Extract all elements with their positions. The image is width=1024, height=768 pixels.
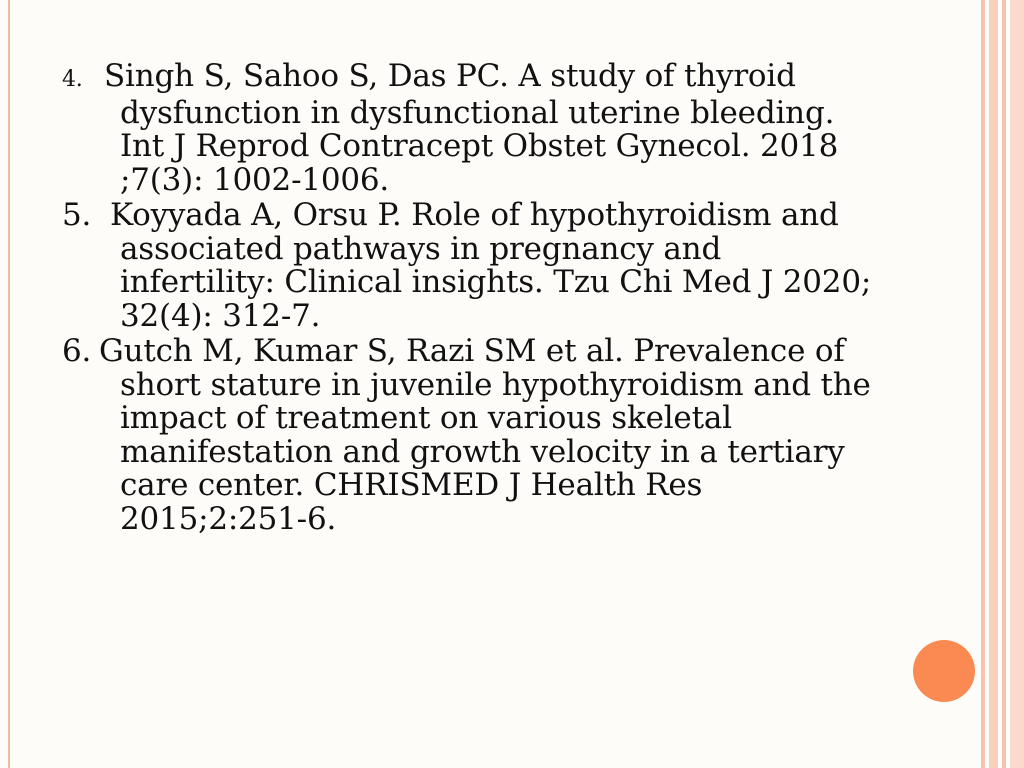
reference-item <box>62 335 882 536</box>
reference-text: Gutch M, Kumar S, Razi SM et al. Prevalence of short stature in juvenile hypothyroidism and the impact of treatment on various skeletal manifestation and growth velocity in a tertiary care center. CHRISMED J Health Res 2015;2:251-6. <box>99 333 871 537</box>
reference-list <box>62 60 882 538</box>
reference-number: 5. <box>62 197 92 233</box>
reference-number: 6. <box>62 333 92 369</box>
reference-item <box>62 199 882 333</box>
decorative-orange-circle <box>913 640 975 702</box>
reference-text: Koyyada A, Orsu P. Role of hypothyroidism and associated pathways in pregnancy and infertility: Clinical insights. Tzu Chi Med J 2020; 32(4): 312-7. <box>110 197 872 334</box>
reference-text: Singh S, Sahoo S, Das PC. A study of thyroid dysfunction in dysfunctional uterine bleeding. Int J Reprod Contracept Obstet Gynecol. 2018 ;7(3): 1002-1006. <box>104 58 839 198</box>
right-stripe <box>981 0 985 768</box>
right-stripe <box>1002 0 1006 768</box>
left-border-line <box>8 0 10 768</box>
right-stripe <box>1010 0 1024 768</box>
right-stripe <box>989 0 998 768</box>
reference-item <box>62 60 882 197</box>
reference-number: 4. <box>62 67 83 92</box>
